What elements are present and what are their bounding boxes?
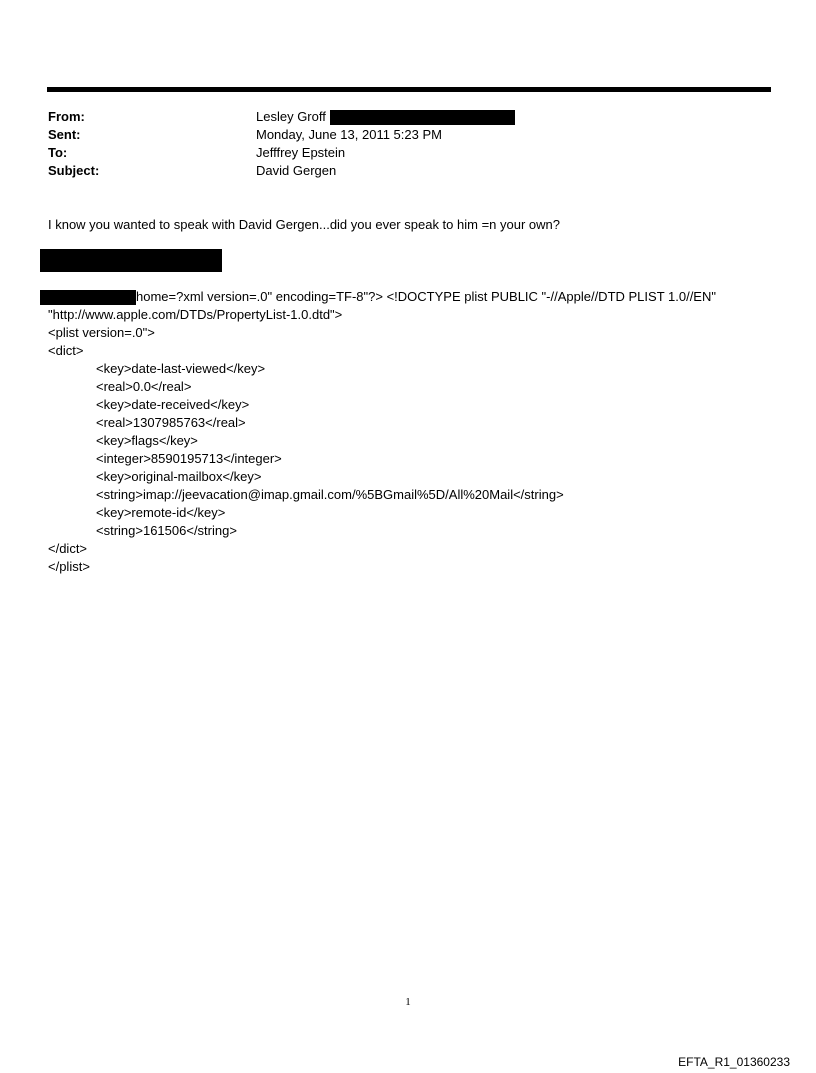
- plist-doctype-text: home=?xml version=.0" encoding=TF-8"?> <!DOCTYPE plist PUBLIC "-//Apple//DTD PLIST 1.0//EN": [136, 289, 716, 304]
- header-row-sent: [48, 126, 515, 144]
- to-value: Jefffrey Epstein: [256, 145, 346, 160]
- plist-lines: [48, 306, 716, 576]
- header-row-subject: [48, 162, 515, 180]
- header-row-to: [48, 144, 515, 162]
- bates-number: EFTA_R1_01360233: [678, 1055, 790, 1069]
- to-label: To:: [48, 145, 68, 160]
- from-value: Lesley Groff: [256, 109, 326, 124]
- plist-line: <key>flags</key>: [96, 433, 198, 448]
- from-value-wrapper: [256, 108, 515, 126]
- plist-line: <dict>: [48, 343, 84, 358]
- plist-metadata: [48, 288, 716, 576]
- plist-line: <string>161506</string>: [96, 523, 237, 538]
- top-divider-rule: [47, 87, 771, 92]
- redaction-box-signature: [40, 249, 222, 272]
- plist-line: <string>imap://jeevacation@imap.gmail.com/%5BGmail%5D/All%20Mail</string>: [96, 487, 564, 502]
- message-body: I know you wanted to speak with David Gergen...did you ever speak to him =n your own?: [48, 217, 560, 232]
- sent-value: Monday, June 13, 2011 5:23 PM: [256, 127, 442, 142]
- plist-line: <key>original-mailbox</key>: [96, 469, 262, 484]
- redaction-box-inline: [40, 290, 136, 305]
- page-number: 1: [405, 996, 411, 1008]
- plist-line: <real>1307985763</real>: [96, 415, 246, 430]
- redaction-box-from-email: [330, 110, 515, 125]
- plist-line: <integer>8590195713</integer>: [96, 451, 282, 466]
- header-row-from: [48, 108, 515, 126]
- plist-line-doctype: [48, 288, 716, 306]
- sent-label: Sent:: [48, 127, 81, 142]
- plist-line: "http://www.apple.com/DTDs/PropertyList-1.0.dtd">: [48, 307, 343, 322]
- subject-value: David Gergen: [256, 163, 337, 178]
- plist-line: <real>0.0</real>: [96, 379, 192, 394]
- plist-line: <key>date-last-viewed</key>: [96, 361, 266, 376]
- subject-label: Subject:: [48, 163, 100, 178]
- plist-line: </plist>: [48, 559, 90, 574]
- plist-line: </dict>: [48, 541, 88, 556]
- from-label: From:: [48, 109, 85, 124]
- email-header: [48, 108, 515, 180]
- plist-line: <key>date-received</key>: [96, 397, 250, 412]
- plist-line: <plist version=.0">: [48, 325, 155, 340]
- plist-line: <key>remote-id</key>: [96, 505, 226, 520]
